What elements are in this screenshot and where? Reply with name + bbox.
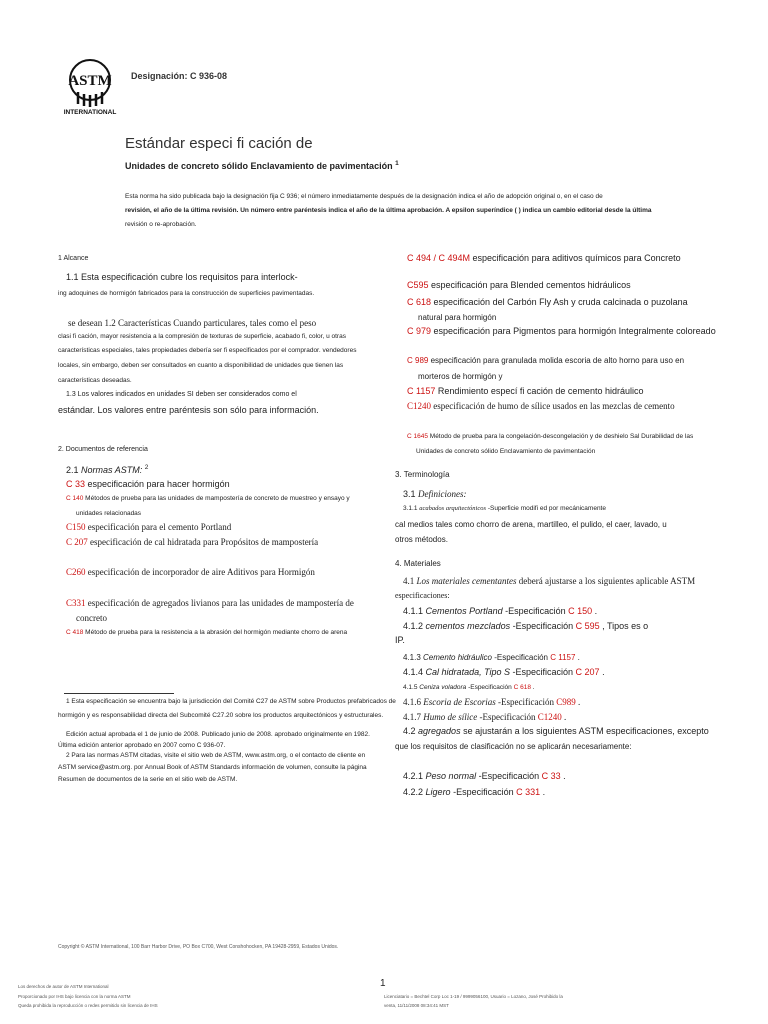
footnote-rule (64, 693, 174, 694)
svg-text:ASTM: ASTM (68, 73, 112, 89)
ref-c618: C 618 especificación del Carbón Fly Ash y cruda calcinada o puzolana (407, 297, 688, 307)
svg-text:INTERNATIONAL: INTERNATIONAL (63, 109, 117, 116)
para-1-2e: características deseadas. (58, 377, 132, 384)
ref-c618-cont: natural para hormigón (418, 313, 497, 322)
para-3-cont2: otros métodos. (395, 535, 448, 544)
title-line2: Unidades de concreto sólido Enclavamiento de pavimentación $^1$ (125, 160, 399, 171)
item-4-2-1: 4.2.1 Peso normal -Especificación C 33 . (403, 771, 566, 781)
footer-right-1: Licenciatario = Bechtel Corp Loc 1-19 / 9999056100, Usuario = Lozano, José Prohibido la (384, 994, 563, 999)
ref-c418: C 418 Método de prueba para la resistencia a la abrasión del hormigón mediante chorro de arena (66, 629, 348, 636)
para-3-cont1: cal medios tales como chorro de arena, martilleo, el pulido, el caer, lavado, u (395, 520, 667, 529)
ref-c595: C595 especificación para Blended cementos hidráulicos (407, 280, 631, 290)
preamble-line2: revisión, el año de la última revisión. Un número entre paréntesis indica el año de la última aprobación. A epsilon superíndice ( ) indica un cambio editorial desde la última (125, 207, 652, 214)
item-4-2-2: 4.2.2 Ligero -Especificación C 331 . (403, 787, 546, 797)
section-4-heading: 4. Materiales (395, 559, 441, 568)
ref-c150: C150 especificación para el cemento Portland (66, 522, 232, 532)
footer-right-2: venta, 11/11/2008 08:34:41 MST (384, 1003, 449, 1008)
footer-left-2: Proporcionado por IHS bajo licencia con la norma ASTM (18, 994, 131, 999)
ref-c207: C 207 especificación de cal hidratada para Propósitos de mampostería (66, 537, 319, 547)
para-4-2-cont: que los requisitos de clasificación no se aplicarán necesariamente: (395, 742, 632, 751)
ref-c989: C 989 especificación para granulada molida escoria de alto horno para uso en (407, 356, 685, 365)
para-1-1a: 1.1 Esta especificación cubre los requisitos para interlock- (66, 272, 298, 282)
item-4-1-2: 4.1.2 cementos mezclados -Especificación C 595 , Tipos es o (403, 621, 649, 631)
section-1-heading: 1 Alcance (58, 255, 89, 262)
ref-c33: C 33 especificación para hacer hormigón (66, 479, 230, 489)
footnote-1b: hormigón y es responsabilidad directa del Subcomité C27.20 sobre los productos arquitectónicos y estructurales. (58, 712, 384, 719)
ref-c331: C331 especificación de agregados livianos para las unidades de mampostería de (66, 598, 354, 608)
item-4-1-5: 4.1.5 Ceniza voladora -Especificación C 618 . (403, 684, 535, 691)
ref-c260: C260 especificación de incorporador de aire Aditivos para Hormigón (66, 567, 315, 577)
item-4-1-2-cont: IP. (395, 635, 405, 645)
para-4-1: 4.1 Los materiales cementantes deberá ajustarse a los siguientes aplicable ASTM (403, 576, 696, 586)
preamble-line3: revisión o re-aprobación. (125, 221, 197, 228)
para-1-1b: ing adoquines de hormigón fabricados para la construcción de superficies pavimentadas. (58, 290, 315, 297)
item-4-1-3: 4.1.3 Cemento hidráulico -Especificación C 1157 . (403, 653, 580, 662)
ref-c979: C 979 especificación para Pigmentos para hormigón Integralmente coloreado (407, 326, 716, 336)
item-4-1-1: 4.1.1 Cementos Portland -Especificación C 150 . (403, 606, 598, 616)
footer-left-1: Los derechos de autor de ASTM International (18, 984, 109, 989)
ref-c140-cont: unidades relacionadas (76, 510, 142, 517)
ref-c331-cont: concreto (76, 613, 107, 623)
ref-c1240: C1240 especificación de humo de sílice usados en las mezclas de cemento (407, 401, 675, 411)
footer-left-3: Queda prohibida la reproducción o redes permitido sin licencia de IHS (18, 1003, 158, 1008)
designation: Designación: C 936-08 (131, 71, 228, 81)
ref-c140: C 140 Métodos de prueba para las unidades de mampostería de concreto de muestreo y ensayo y (66, 495, 350, 502)
astm-logo (58, 52, 122, 118)
item-4-1-4: 4.1.4 Cal hidratada, Tipo S -Especificación C 207 . (403, 667, 605, 677)
footnote-1a: 1 Esta especificación se encuentra bajo la jurisdicción del Comité C27 de ASTM sobre Productos prefabricados de (66, 698, 396, 705)
section-2-heading: 2. Documentos de referencia (58, 446, 148, 453)
para-1-2d: locales, sin embargo, deben ser consultados en cuanto a disponibilidad de unidades que tienen las (58, 362, 344, 369)
footnote-2a: 2 Para las normas ASTM citadas, visite el sitio web de ASTM, www.astm.org, o el contacto de cliente en (66, 752, 366, 759)
para-1-3a: 1.3 Los valores indicados en unidades SI deben ser considerados como el (66, 391, 297, 398)
copyright: Copyright © ASTM International, 100 Barr Harbor Drive, PO Box C700, West Conshohocken, PA 19428-2959, Estados Unidos. (58, 944, 339, 950)
ref-c989-cont: morteros de hormigón y (418, 372, 503, 381)
para-1-2b: clasi fi cación, mayor resistencia a la compresión de texturas de superficie, acabado fi, color, u otras (58, 333, 346, 340)
para-1-2c: características especiales, tales propiedades debería ser fi especificados por el comprador. vendedores (58, 347, 357, 354)
footnote-edition-1: Edición actual aprobada el 1 de junio de 2008. Publicado junio de 2008. aprobado originalmente en 1982. (66, 731, 370, 738)
para-4-2: 4.2 agregados se ajustarán a los siguientes ASTM especificaciones, excepto (403, 726, 709, 736)
title-line1: Estándar especi fi cación de (125, 135, 313, 152)
para-1-3b: estándar. Los valores entre paréntesis son sólo para información. (58, 405, 319, 415)
para-2-1: 2.1 Normas ASTM: $^2$ (66, 464, 149, 475)
footnote-edition-2: Última edición anterior aprobado en 2007 como C 936-07. (58, 742, 226, 749)
para-3-1: 3.1 Definiciones: (403, 489, 467, 499)
ref-c1645: C 1645 Método de prueba para la congelación-descongelación y de deshielo Sal Durabilidad de las (407, 433, 694, 440)
ref-c1157: C 1157 Rendimiento especí fi cación de cemento hidráulico (407, 386, 644, 396)
section-3-heading: 3. Terminología (395, 470, 450, 479)
para-3-1-1: 3.1.1 acabados arquitectónicos -Superficie modifi ed por mecánicamente (403, 505, 606, 512)
ref-c494: C 494 / C 494M especificación para aditivos químicos para Concreto (407, 253, 681, 263)
page-number: 1 (380, 978, 386, 989)
item-4-1-7: 4.1.7 Humo de sílice -Especificación C1240 . (403, 712, 567, 722)
item-4-1-6: 4.1.6 Escoria de Escorias -Especificación C989 . (403, 697, 581, 707)
footnote-2b: ASTM service@astm.org. por Annual Book of ASTM Standards información de volumen, consulte la página (58, 764, 367, 771)
ref-c1645-cont: Unidades de concreto sólido Enclavamiento de pavimentación (416, 448, 596, 455)
para-1-2a: se desean 1.2 Características Cuando particulares, tales como el peso (68, 318, 317, 328)
footnote-2c: Resumen de documentos de la serie en el sitio web de ASTM. (58, 776, 238, 783)
para-4-1-cont: especificaciones: (395, 591, 450, 600)
preamble-line1: Esta norma ha sido publicada bajo la designación fija C 936; el número inmediatamente después de la designación indica el año de adopción original o, en el caso de (125, 193, 603, 200)
